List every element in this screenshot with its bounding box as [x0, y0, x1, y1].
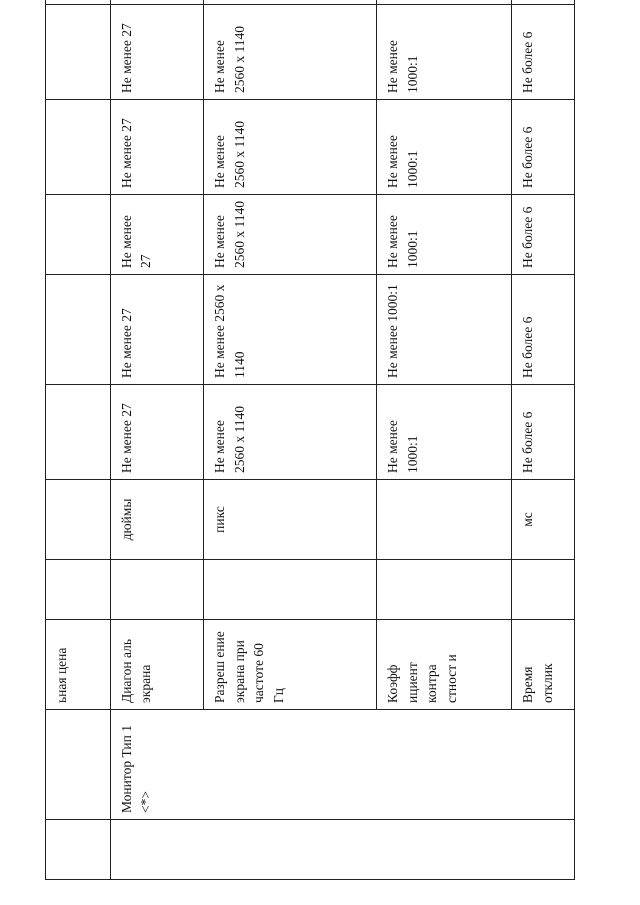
- cell-blank: [46, 480, 111, 560]
- param-label: Диагон аль экрана: [110, 620, 203, 710]
- value-cell: Не менее 2560 x 1140: [203, 275, 376, 385]
- product-name: Монитор Тип 1 <*>: [110, 710, 574, 820]
- unit-label: [377, 480, 512, 560]
- cell-blank: [377, 560, 512, 620]
- value-cell: Не менее 27: [110, 195, 203, 275]
- value-cell: Не менее 2560 x 1140: [203, 385, 376, 480]
- value-cell: Не менее 1000:1: [377, 195, 512, 275]
- param-label: Разреш ение экрана при частоте 60 Гц: [203, 620, 376, 710]
- cell-blank: [46, 820, 111, 880]
- cell-blank: [46, 385, 111, 480]
- unit-label: дюймы: [110, 480, 203, 560]
- cell-blank: [46, 100, 111, 195]
- value-cell: Не более 6: [512, 100, 575, 195]
- param-label: Время отклик: [512, 620, 575, 710]
- value-cell: Не менее 2560 x 1140: [203, 195, 376, 275]
- cell-blank: [46, 195, 111, 275]
- cell-blank: [46, 0, 111, 5]
- unit-label: пикс: [203, 480, 376, 560]
- param-label: Коэфф ициент контра стност и: [377, 620, 512, 710]
- cell-blank: [512, 560, 575, 620]
- table-row: [110, 0, 203, 880]
- value-cell: Не менее 27: [110, 275, 203, 385]
- unit-label: мс: [512, 480, 575, 560]
- value-cell: Не менее 1000:1: [377, 275, 512, 385]
- value-cell: Не менее 1000:1: [377, 5, 512, 100]
- value-cell: [377, 0, 512, 5]
- value-cell: Не менее 1000:1: [377, 385, 512, 480]
- value-cell: Не менее 27: [110, 5, 203, 100]
- value-cell: Не менее 2560 x 1140: [203, 100, 376, 195]
- value-cell: [512, 0, 575, 5]
- value-cell: Не более 6: [512, 5, 575, 100]
- cell-blank: [46, 5, 111, 100]
- value-cell: Не более 6: [512, 385, 575, 480]
- cell-blank: [203, 560, 376, 620]
- cell-blank: [46, 275, 111, 385]
- cell-blank: [46, 560, 111, 620]
- cell-blank: [110, 820, 574, 880]
- spec-table: [45, 0, 575, 880]
- rotated-table-canvas: [45, 20, 575, 880]
- cell-blank: [110, 560, 203, 620]
- header-row: [46, 0, 111, 880]
- value-cell: [203, 0, 376, 5]
- price-label: ьная цена: [46, 620, 111, 710]
- value-cell: Не менее 2560 x 1140: [203, 5, 376, 100]
- value-cell: [110, 0, 203, 5]
- value-cell: Не менее 27: [110, 385, 203, 480]
- value-cell: Не более 6: [512, 275, 575, 385]
- value-cell: Не более 6: [512, 195, 575, 275]
- value-cell: Не менее 27: [110, 100, 203, 195]
- cell-blank: [46, 710, 111, 820]
- value-cell: Не менее 1000:1: [377, 100, 512, 195]
